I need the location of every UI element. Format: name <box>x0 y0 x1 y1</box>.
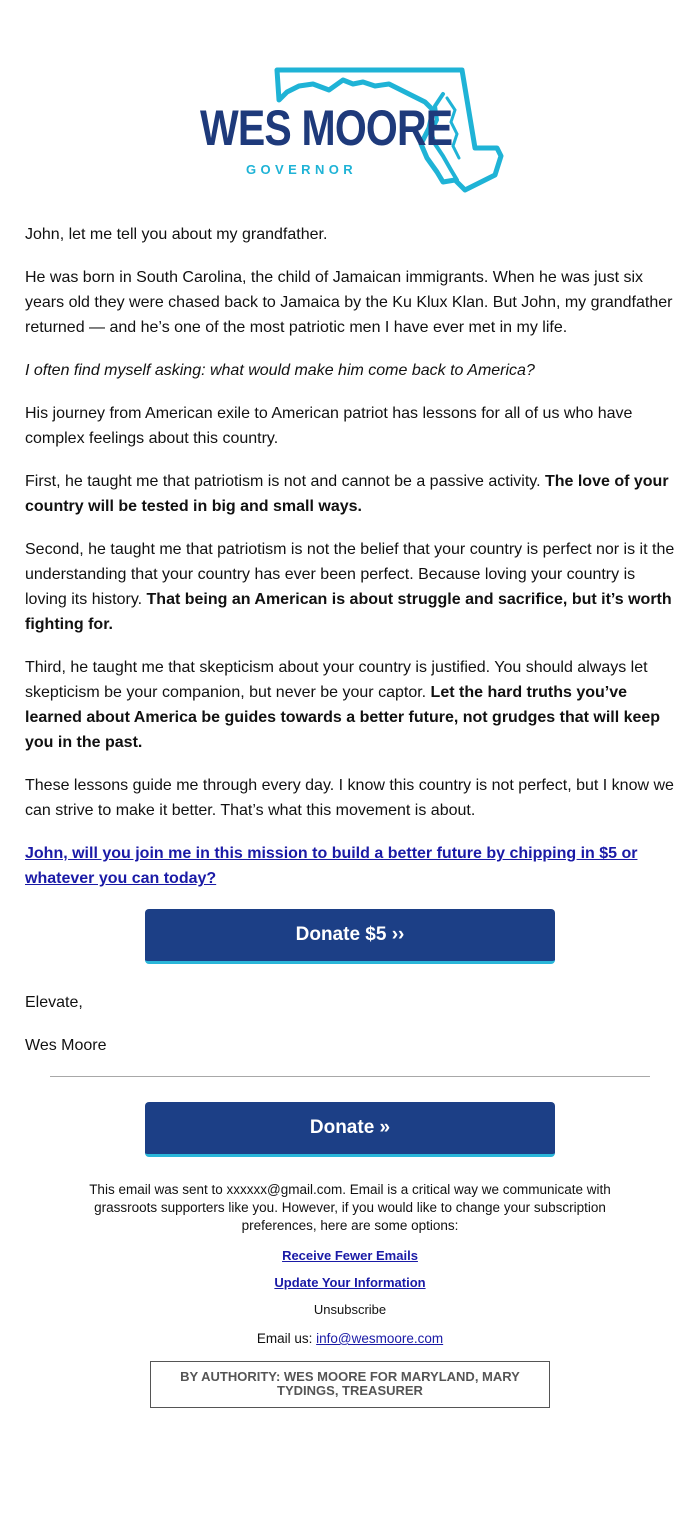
first-lesson-bold: The love of your country will be tested in big and small ways. <box>25 473 669 515</box>
paragraph-movement: These lessons guide me through every day. I know this country is not perfect, but I know we can strive to make it better. That’s what this movement is about. <box>25 777 674 819</box>
third-lesson-text: Third, he taught me that skepticism about your country is justified. You should always let skepticism be your companion, but never be your captor. <box>25 659 648 701</box>
donate-five-button[interactable]: Donate $5 ›› <box>145 909 555 964</box>
email-body <box>0 222 700 1058</box>
paid-for-by-box: BY AUTHORITY: WES MOORE FOR MARYLAND, MARY TYDINGS, TREASURER <box>150 1361 550 1408</box>
first-lesson-text: First, he taught me that patriotism is not and cannot be a passive activity. <box>25 473 545 490</box>
email-address-link[interactable]: info@wesmoore.com <box>316 1331 444 1346</box>
footer-donate-button[interactable]: Donate » <box>145 1102 555 1157</box>
email-us-label: Email us: <box>256 1331 317 1346</box>
paragraph-second-lesson <box>25 537 675 637</box>
italic-question: I often find myself asking: what would make him come back to America? <box>25 362 535 379</box>
paragraph-first-lesson <box>25 469 675 519</box>
receive-fewer-emails-link[interactable]: Receive Fewer Emails <box>282 1248 418 1263</box>
footer-divider <box>50 1076 650 1077</box>
second-lesson-bold: That being an American is about struggle and sacrifice, but it’s worth fighting for. <box>25 591 672 633</box>
footer <box>0 1102 700 1408</box>
donate-five-wrap <box>25 909 675 964</box>
signature: Wes Moore <box>25 1037 107 1054</box>
paragraph-question <box>25 358 675 383</box>
second-lesson-text: Second, he taught me that patriotism is not the belief that your country is perfect nor is it the understanding that your country has ever been perfect. Because loving your country is loving its history. <box>25 541 675 608</box>
paragraph-third-lesson <box>25 655 675 755</box>
cta-donate-link[interactable]: John, will you join me in this mission to build a better future by chipping in $5 or whatever you can today? <box>25 845 638 887</box>
paragraph-journey: His journey from American exile to American patriot has lessons for all of us who have complex feelings about this country. <box>25 405 633 447</box>
header-logo <box>0 0 700 200</box>
subscription-note: This email was sent to xxxxxx@gmail.com. Email is a critical way we communicate with grassroots supporters like you. However, if you would like to change your subscription preferences, here are some options: <box>89 1182 611 1233</box>
logo-wordmark: WES MOORE <box>200 100 453 156</box>
update-information-link[interactable]: Update Your Information <box>274 1275 426 1290</box>
unsubscribe-link[interactable]: Unsubscribe <box>313 1302 387 1317</box>
email-us-line <box>0 1330 700 1348</box>
signoff: Elevate, <box>25 994 83 1011</box>
paragraph-birth: He was born in South Carolina, the child of Jamaican immigrants. When he was just six years old they were chased back to Jamaica by the Ku Klux Klan. But John, my grandfather returned — and he’s one of the most patriotic men I have ever met in my life. <box>25 269 673 336</box>
paragraph-cta <box>25 841 675 891</box>
greeting-paragraph: John, let me tell you about my grandfather. <box>25 226 328 243</box>
third-lesson-bold: Let the hard truths you’ve learned about America be guides towards a better future, not grudges that will keep you in the past. <box>25 684 661 751</box>
logo-subtitle: GOVERNOR <box>246 162 358 177</box>
